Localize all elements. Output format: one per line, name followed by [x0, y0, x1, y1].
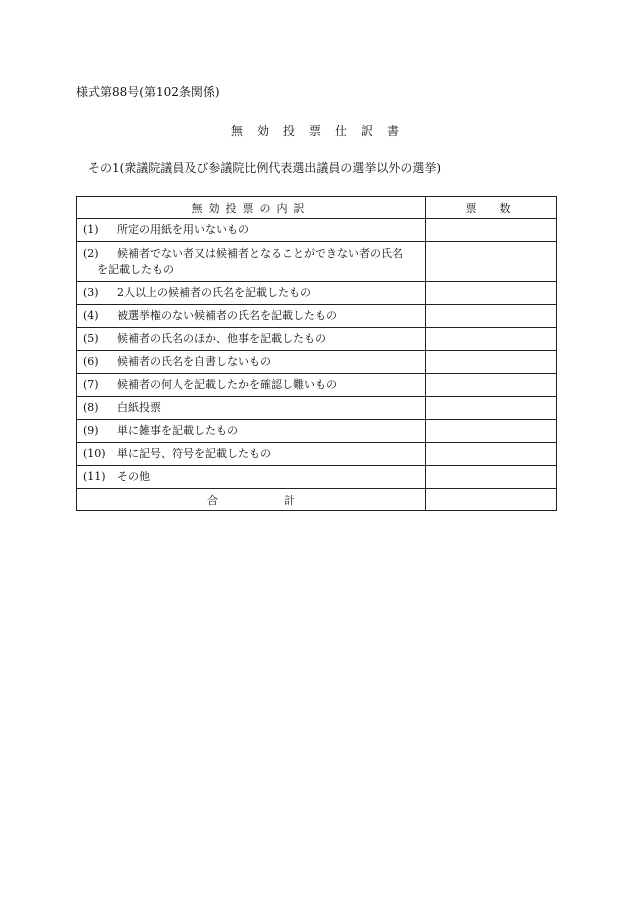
table-row — [77, 242, 557, 282]
row-text: 候補者の何人を記載したかを確認し難いもの — [117, 378, 337, 391]
row-number: (4) — [83, 309, 99, 322]
row-text: 候補者の氏名のほか、他事を記載したもの — [117, 332, 326, 345]
count-cell[interactable] — [426, 374, 557, 397]
count-cell[interactable] — [426, 397, 557, 420]
table-row — [77, 282, 557, 305]
count-cell[interactable] — [426, 282, 557, 305]
table-row — [77, 443, 557, 466]
row-number: (3) — [83, 286, 99, 299]
table-row — [77, 466, 557, 489]
count-cell[interactable] — [426, 219, 557, 242]
total-label: 合計 — [77, 489, 426, 511]
count-cell[interactable] — [426, 420, 557, 443]
row-number: (1) — [83, 223, 99, 236]
row-text: 単に記号、符号を記載したもの — [117, 447, 271, 460]
row-label — [77, 443, 426, 466]
table-header-row — [77, 197, 557, 219]
row-number: (6) — [83, 355, 99, 368]
row-number: (9) — [83, 424, 99, 437]
count-cell[interactable] — [426, 443, 557, 466]
row-label — [77, 374, 426, 397]
count-cell[interactable] — [426, 466, 557, 489]
row-text: 被選挙権のない候補者の氏名を記載したもの — [117, 309, 337, 322]
table-row — [77, 351, 557, 374]
row-label — [77, 420, 426, 443]
row-label — [77, 242, 426, 282]
count-cell[interactable] — [426, 305, 557, 328]
invalid-votes-table — [76, 196, 557, 511]
table-row — [77, 305, 557, 328]
row-number: (10) — [83, 447, 106, 460]
header-breakdown: 無効投票の内訳 — [77, 197, 426, 219]
total-row — [77, 489, 557, 511]
form-number: 様式第88号(第102条関係) — [76, 85, 220, 99]
document-title: 無効投票仕訳書 — [230, 124, 413, 138]
header-count: 票 数 — [426, 197, 557, 219]
row-text: 候補者でない者又は候補者となることができない者の氏名 — [117, 246, 403, 260]
table-row — [77, 219, 557, 242]
table-row — [77, 328, 557, 351]
count-cell[interactable] — [426, 351, 557, 374]
row-label — [77, 305, 426, 328]
row-number: (5) — [83, 332, 99, 345]
row-label — [77, 351, 426, 374]
row-text: 2人以上の候補者の氏名を記載したもの — [117, 286, 311, 299]
row-text: 単に雑事を記載したもの — [117, 424, 238, 437]
row-label — [77, 328, 426, 351]
row-text: 白紙投票 — [117, 401, 161, 414]
row-text: 所定の用紙を用いないもの — [117, 223, 249, 236]
document-subtitle: その1(衆議院議員及び参議院比例代表選出議員の選挙以外の選挙) — [88, 161, 442, 175]
total-count-cell[interactable] — [426, 489, 557, 511]
table-row — [77, 420, 557, 443]
row-label — [77, 397, 426, 420]
row-number: (7) — [83, 378, 99, 391]
row-number: (8) — [83, 401, 99, 414]
count-cell[interactable] — [426, 328, 557, 351]
row-number: (2) — [83, 246, 99, 260]
table-row — [77, 374, 557, 397]
count-cell[interactable] — [426, 242, 557, 282]
row-text: その他 — [117, 470, 150, 483]
table-row — [77, 397, 557, 420]
row-number: (11) — [83, 470, 106, 483]
row-text: 候補者の氏名を自書しないもの — [117, 355, 271, 368]
row-label — [77, 219, 426, 242]
row-text-continued: を記載したもの — [97, 262, 174, 276]
row-label — [77, 282, 426, 305]
row-label — [77, 466, 426, 489]
